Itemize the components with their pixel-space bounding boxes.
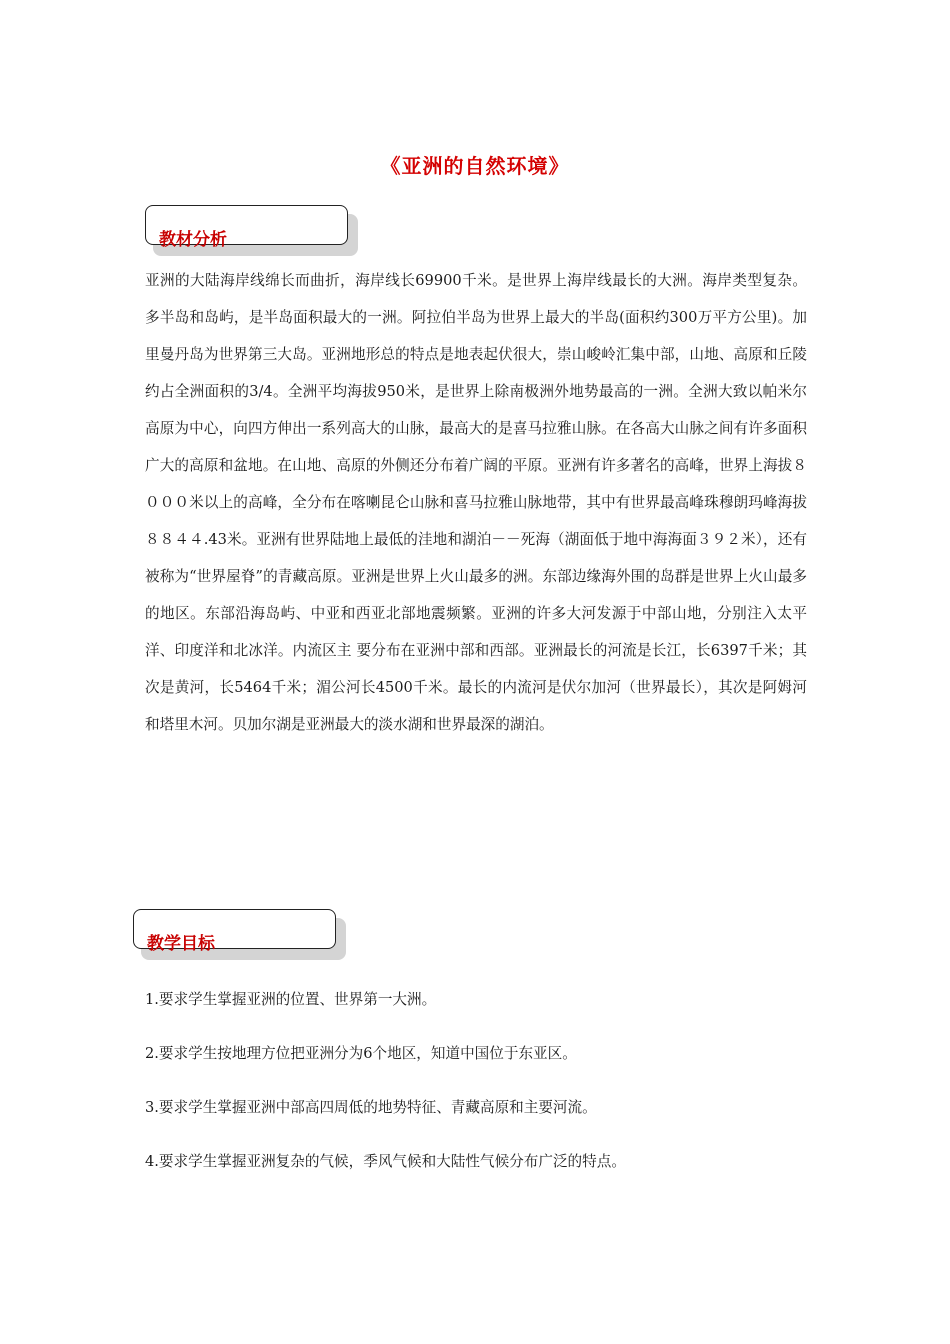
list-item: 1.要求学生掌握亚洲的位置、世界第一大洲。 — [145, 991, 437, 1008]
section-heading-box-textbook-analysis — [145, 205, 350, 250]
list-item: 4.要求学生掌握亚洲复杂的气候，季风气候和大陆性气候分布广泛的特点。 — [145, 1153, 626, 1170]
document-title: 《亚洲的自然环境》 — [380, 154, 570, 178]
section-heading-textbook-analysis: 教材分析 — [159, 230, 227, 250]
list-item: 3.要求学生掌握亚洲中部高四周低的地势特征、青藏高原和主要河流。 — [145, 1099, 597, 1116]
teaching-goals-list — [145, 982, 807, 1198]
section-heading-teaching-goals: 教学目标 — [147, 934, 215, 954]
textbook-analysis-paragraph: 亚洲的大陆海岸线绵长而曲折，海岸线长69900千米。是世界上海岸线最长的大洲。海岸类型复杂。 多半岛和岛屿，是半岛面积最大的一洲。阿拉伯半岛为世界上最大的半岛(面积约300万平方公里)。加里曼丹岛为世界第三大岛。亚洲地形总的特点是地表起伏很大，崇山峻岭汇集中部，山地、高原和丘陵约占全洲面积的3/4。全洲平均海拔950米，是世界上除南极洲外地势最高的一洲。全洲大致以帕米尔高原为中心，向四方伸出一系列高大的山脉，最高大的是喜马拉雅山脉。在各高大山脉之间有许多面积广大的高原和盆地。在山地、高原的外侧还分布着广阔的平原。亚洲有许多著名的高峰，世界上海拔８０００米以上的高峰，全分布在喀喇昆仑山脉和喜马拉雅山脉地带，其中有世界最高峰珠穆朗玛峰海拔８８４４.43米。亚洲有世界陆地上最低的洼地和湖泊－－死海（湖面低于地中海海面３９２米），还有被称为“世界屋脊”的青藏高原。亚洲是世界上火山最多的洲。东部边缘海外围的岛群是世界上火山最多的地区。东部沿海岛屿、中亚和西亚北部地震频繁。亚洲的许多大河发源于中部山地，分别注入太平洋、印度洋和北冰洋。内流区主 要分布在亚洲中部和西部。亚洲最长的河流是长江，长6397千米；其次是黄河，长5464千米；湄公河长4500千米。最长的内流河是伏尔加河（世界最长），其次是阿姆河和塔里木河。贝加尔湖是亚洲最大的淡水湖和世界最深的湖泊。 — [145, 272, 807, 733]
section-heading-box-teaching-goals — [133, 909, 338, 954]
list-item: 2.要求学生按地理方位把亚洲分为6个地区，知道中国位于东亚区。 — [145, 1045, 577, 1062]
